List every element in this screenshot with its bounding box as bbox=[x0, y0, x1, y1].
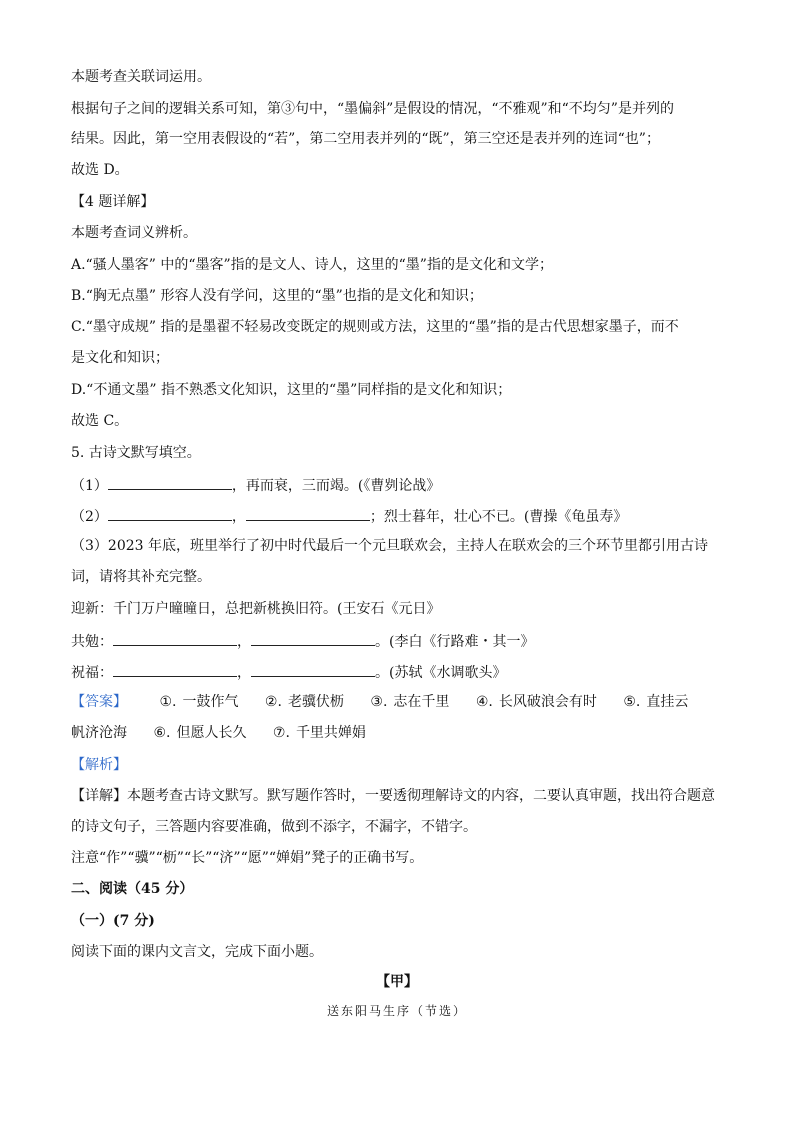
q5-encourage-tail: 。(李白《行路难・其一》 bbox=[375, 634, 535, 650]
answer-text: 志在千里 bbox=[393, 694, 450, 710]
answer-label: 【答案】 bbox=[71, 694, 127, 710]
answer-text: 千里共婵娟 bbox=[295, 725, 366, 741]
q5-item-1 bbox=[71, 475, 440, 495]
q5-bless-comma: ， bbox=[237, 665, 251, 681]
q4-option-b: B.“胸无点墨” 形容人没有学问，这里的“墨”也指的是文化和知识； bbox=[71, 288, 483, 304]
answer-text: 但愿人长久 bbox=[176, 725, 247, 741]
detail-text: 本题考查古诗文默写。默写题作答时，一要透彻理解诗文的内容，二要认真审题，找出符合题意 bbox=[127, 788, 715, 804]
answer-item bbox=[265, 693, 344, 711]
answer-item bbox=[623, 693, 688, 711]
answer-text: 一鼓作气 bbox=[182, 694, 239, 710]
q4-choice: 故选 C。 bbox=[71, 413, 129, 429]
fill-blank[interactable] bbox=[108, 475, 232, 490]
detail-line3: 注意“作”“骥”“枥”“长”“济”“愿”“婵娟”凳子的正确书写。 bbox=[71, 850, 424, 866]
answer-item bbox=[370, 693, 449, 711]
q5-title: 5. 古诗文默写填空。 bbox=[71, 445, 201, 461]
answer-item bbox=[159, 693, 238, 711]
section-title: 二、阅读（45 分） bbox=[71, 881, 194, 897]
q5-bless-tail: 。(苏轼《水调歌头》 bbox=[375, 665, 507, 681]
q3-choice: 故选 D。 bbox=[71, 162, 129, 178]
answer-item bbox=[476, 693, 597, 711]
detail-line2: 的诗文句子，三答题内容要准确，做到不添字，不漏字，不错字。 bbox=[71, 819, 477, 835]
q5-item-3-line2: 词，请将其补充完整。 bbox=[71, 569, 211, 585]
q5-item-2 bbox=[71, 506, 627, 526]
q4-option-d: D.“不通文墨” 指不熟悉文化知识，这里的“墨”同样指的是文化和知识； bbox=[71, 382, 512, 398]
q4-option-a: A.“骚人墨客” 中的“墨客”指的是文人、诗人，这里的“墨”指的是文化和文学； bbox=[71, 257, 553, 273]
q3-analysis-line1: 根据句子之间的逻辑关系可知，第③句中，“墨偏斜”是假设的情况，“不雅观”和“不均匀”是并列的 bbox=[71, 101, 674, 117]
answer-line-2 bbox=[71, 724, 388, 742]
q5-item-2-tail: ；烈士暮年，壮心不已。(曹操《龟虽寿》 bbox=[369, 509, 628, 525]
q5-bless-label: 祝福： bbox=[71, 665, 113, 681]
q5-item-2-number: （2） bbox=[71, 509, 108, 525]
q5-encourage-comma: ， bbox=[237, 634, 251, 650]
q5-welcome: 迎新：千门万户曈曈日，总把新桃换旧符。(王安石《元日》 bbox=[71, 601, 441, 617]
passage-title: 送东阳马生序（节选） bbox=[326, 1004, 467, 1018]
answer-text: 老骥伏枥 bbox=[287, 694, 344, 710]
analysis-label: 【解析】 bbox=[71, 757, 127, 773]
answer-number: ③. bbox=[370, 694, 388, 710]
q3-topic: 本题考查关联词运用。 bbox=[71, 69, 211, 85]
fill-blank[interactable] bbox=[113, 631, 237, 646]
fill-blank[interactable] bbox=[251, 662, 375, 677]
q5-encourage bbox=[71, 631, 534, 651]
q5-item-3-line1: （3）2023 年底，班里举行了初中时代最后一个元旦联欢会，主持人在联欢会的三个环节里都引用古诗 bbox=[71, 538, 708, 554]
q4-option-c-line2: 是文化和知识； bbox=[71, 350, 169, 366]
answer-number: ②. bbox=[264, 694, 282, 710]
fill-blank[interactable] bbox=[251, 631, 375, 646]
answer-number: ⑤. bbox=[623, 694, 641, 710]
q5-bless bbox=[71, 662, 506, 682]
q5-item-2-comma: ， bbox=[231, 509, 246, 525]
q5-encourage-label: 共勉： bbox=[71, 634, 113, 650]
q4-header: 【4 题详解】 bbox=[71, 194, 155, 210]
answer-item bbox=[273, 724, 366, 742]
fill-blank[interactable] bbox=[113, 662, 237, 677]
answer-text: 直挂云 bbox=[646, 694, 689, 710]
passage-label: 【甲】 bbox=[376, 974, 418, 990]
answer-number: ④. bbox=[475, 694, 493, 710]
q5-item-1-tail: ，再而衰，三而竭。(《曹刿论战》 bbox=[231, 478, 441, 494]
answer-continuation: 帆济沧海 bbox=[71, 725, 127, 741]
answer-number: ⑥. bbox=[153, 725, 171, 741]
q4-topic: 本题考查词义辨析。 bbox=[71, 225, 197, 241]
fill-blank[interactable] bbox=[108, 506, 232, 521]
answer-item bbox=[153, 724, 246, 742]
q5-item-1-number: （1） bbox=[71, 478, 108, 494]
part-instruction: 阅读下面的课内文言文，完成下面小题。 bbox=[71, 944, 323, 960]
q4-option-c-line1: C.“墨守成规” 指的是墨翟不轻易改变既定的规则或方法，这里的“墨”指的是古代思想家墨子，而不 bbox=[71, 319, 679, 335]
answer-line-1 bbox=[71, 693, 688, 711]
answer-number: ⑦. bbox=[272, 725, 290, 741]
answer-number: ①. bbox=[159, 694, 177, 710]
part-title: （一）(7 分) bbox=[71, 913, 155, 929]
fill-blank[interactable] bbox=[246, 506, 370, 521]
answer-text: 长风破浪会有时 bbox=[498, 694, 597, 710]
detail-line1 bbox=[71, 787, 715, 805]
detail-label: 【详解】 bbox=[71, 788, 127, 804]
q3-analysis-line2: 结果。因此，第一空用表假设的“若”，第二空用表并列的“既”，第三空还是表并列的连词“也”； bbox=[71, 131, 660, 147]
